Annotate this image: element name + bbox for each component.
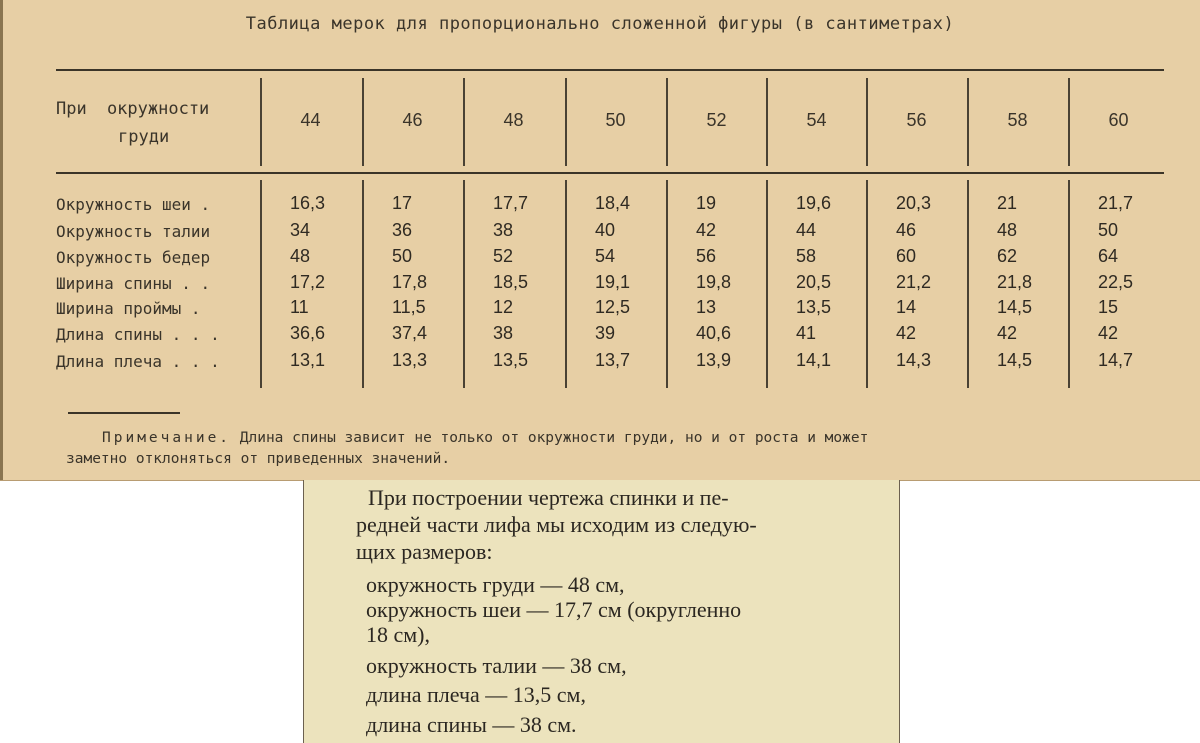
- column-header-size: 48: [503, 110, 524, 130]
- column-header-size: 52: [706, 110, 727, 130]
- table-cell: 12: [493, 297, 514, 317]
- table-cell: 58: [796, 246, 817, 266]
- table-cell: 14,1: [796, 350, 832, 370]
- measurement-line: окружность груди — 48 см,: [366, 572, 625, 597]
- header-label: [56, 95, 256, 151]
- table-cell: 14,3: [896, 350, 932, 370]
- table-cell: 54: [595, 246, 616, 266]
- table-cell: 42: [896, 323, 917, 343]
- measurement-line: 18 см),: [366, 622, 431, 647]
- table-cell: 16,3: [290, 193, 326, 213]
- table-cell: 11,5: [392, 297, 426, 317]
- row-label: Окружность шеи .: [56, 195, 211, 214]
- table-cell: 11: [290, 297, 309, 317]
- table-cell: 15: [1098, 297, 1119, 317]
- table-cell: 48: [290, 246, 311, 266]
- paragraph-line: редней части лифа мы исходим из следую-: [356, 512, 757, 537]
- table-cell: 21,8: [997, 272, 1033, 292]
- column-header-size: 58: [1007, 110, 1028, 130]
- row-label: Ширина проймы .: [56, 299, 201, 318]
- row-label: Длина плеча . . .: [56, 352, 220, 371]
- table-cell: 13,9: [696, 350, 732, 370]
- table-cell: 13,5: [493, 350, 529, 370]
- row-label: Длина спины . . .: [56, 325, 220, 344]
- row-label: Окружность талии: [56, 222, 211, 241]
- table-cell: 19: [696, 193, 717, 213]
- table-cell: 13,5: [796, 297, 832, 317]
- table-cell: 17: [392, 193, 413, 213]
- table-cell: 41: [796, 323, 817, 343]
- paragraph-line: При построении чертежа спинки и пе-: [368, 485, 729, 510]
- footnote: [66, 428, 1146, 470]
- table-top-rule: [56, 69, 1164, 71]
- table-cell: 60: [896, 246, 917, 266]
- table-cell: 20,3: [896, 193, 932, 213]
- table-cell: 21,2: [896, 272, 932, 292]
- book-excerpt-scan: [303, 480, 900, 743]
- table-cell: 37,4: [392, 323, 428, 343]
- measurement-line: длина спины — 38 см.: [366, 712, 577, 737]
- table-title: Таблица мерок для пропорционально сложенной фигуры (в сантиметрах): [245, 14, 955, 34]
- table-cell: 52: [493, 246, 514, 266]
- intro-paragraph: [356, 484, 888, 565]
- footnote-rule: [68, 412, 180, 414]
- table-cell: 21,7: [1098, 193, 1134, 213]
- table-cell: 13: [696, 297, 717, 317]
- footnote-line2: заметно отклоняться от приведенных значений.: [66, 451, 451, 467]
- column-header-size: 56: [906, 110, 927, 130]
- table-cell: 14,5: [997, 297, 1033, 317]
- table-cell: 42: [1098, 323, 1119, 343]
- table-cell: 42: [997, 323, 1018, 343]
- measurement-line: окружность шеи — 17,7 см (округленно: [366, 597, 742, 622]
- table-cell: 13,7: [595, 350, 631, 370]
- table-cell: 14: [896, 297, 917, 317]
- row-label: Ширина спины . .: [56, 274, 211, 293]
- table-cell: 22,5: [1098, 272, 1134, 292]
- table-cell: 46: [896, 220, 917, 240]
- table-cell: 39: [595, 323, 616, 343]
- table-cell: 20,5: [796, 272, 832, 292]
- table-cell: 48: [997, 220, 1018, 240]
- header-bottom-rule: [56, 172, 1164, 174]
- footnote-heading: Примечание.: [102, 430, 232, 446]
- column-header-size: 44: [300, 110, 321, 130]
- table-cell: 18,4: [595, 193, 631, 213]
- table-cell: 40: [595, 220, 616, 240]
- table-cell: 34: [290, 220, 311, 240]
- table-cell: 17,7: [493, 193, 529, 213]
- table-cell: 56: [696, 246, 717, 266]
- table-cell: 12,5: [595, 297, 631, 317]
- table-cell: 21: [997, 193, 1018, 213]
- table-cell: 36: [392, 220, 413, 240]
- column-header-size: 60: [1108, 110, 1129, 130]
- table-cell: 38: [493, 323, 514, 343]
- column-rule-body: [260, 180, 262, 388]
- paragraph-line: щих размеров:: [356, 539, 493, 564]
- table-cell: 62: [997, 246, 1018, 266]
- table-cell: 19,1: [595, 272, 631, 292]
- header-label-line1: При окружности: [56, 99, 210, 119]
- measurement-line: окружность талии — 38 см,: [366, 653, 627, 678]
- table-cell: 17,2: [290, 272, 326, 292]
- table-cell: 18,5: [493, 272, 529, 292]
- table-cell: 13,3: [392, 350, 428, 370]
- table-cell: 17,8: [392, 272, 428, 292]
- table-cell: 19,8: [696, 272, 732, 292]
- column-header-size: 50: [605, 110, 626, 130]
- column-header-size: 54: [806, 110, 827, 130]
- table-cell: 44: [796, 220, 817, 240]
- measurement-line: длина плеча — 13,5 см,: [366, 682, 586, 707]
- table-cell: 14,5: [997, 350, 1033, 370]
- table-cell: 19,6: [796, 193, 832, 213]
- table-cell: 36,6: [290, 323, 326, 343]
- table-cell: 13,1: [290, 350, 326, 370]
- table-cell: 42: [696, 220, 717, 240]
- column-header-size: 46: [402, 110, 423, 130]
- table-cell: 64: [1098, 246, 1119, 266]
- table-cell: 50: [392, 246, 413, 266]
- table-cell: 50: [1098, 220, 1119, 240]
- row-label: Окружность бедер: [56, 248, 211, 267]
- table-cell: 40,6: [696, 323, 732, 343]
- table-cell: 14,7: [1098, 350, 1134, 370]
- scan-edge: [0, 0, 3, 480]
- header-label-line2: груди: [118, 127, 170, 147]
- footnote-line1: Длина спины зависит не только от окружности груди, но и от роста и может: [239, 430, 869, 446]
- table-cell: 38: [493, 220, 514, 240]
